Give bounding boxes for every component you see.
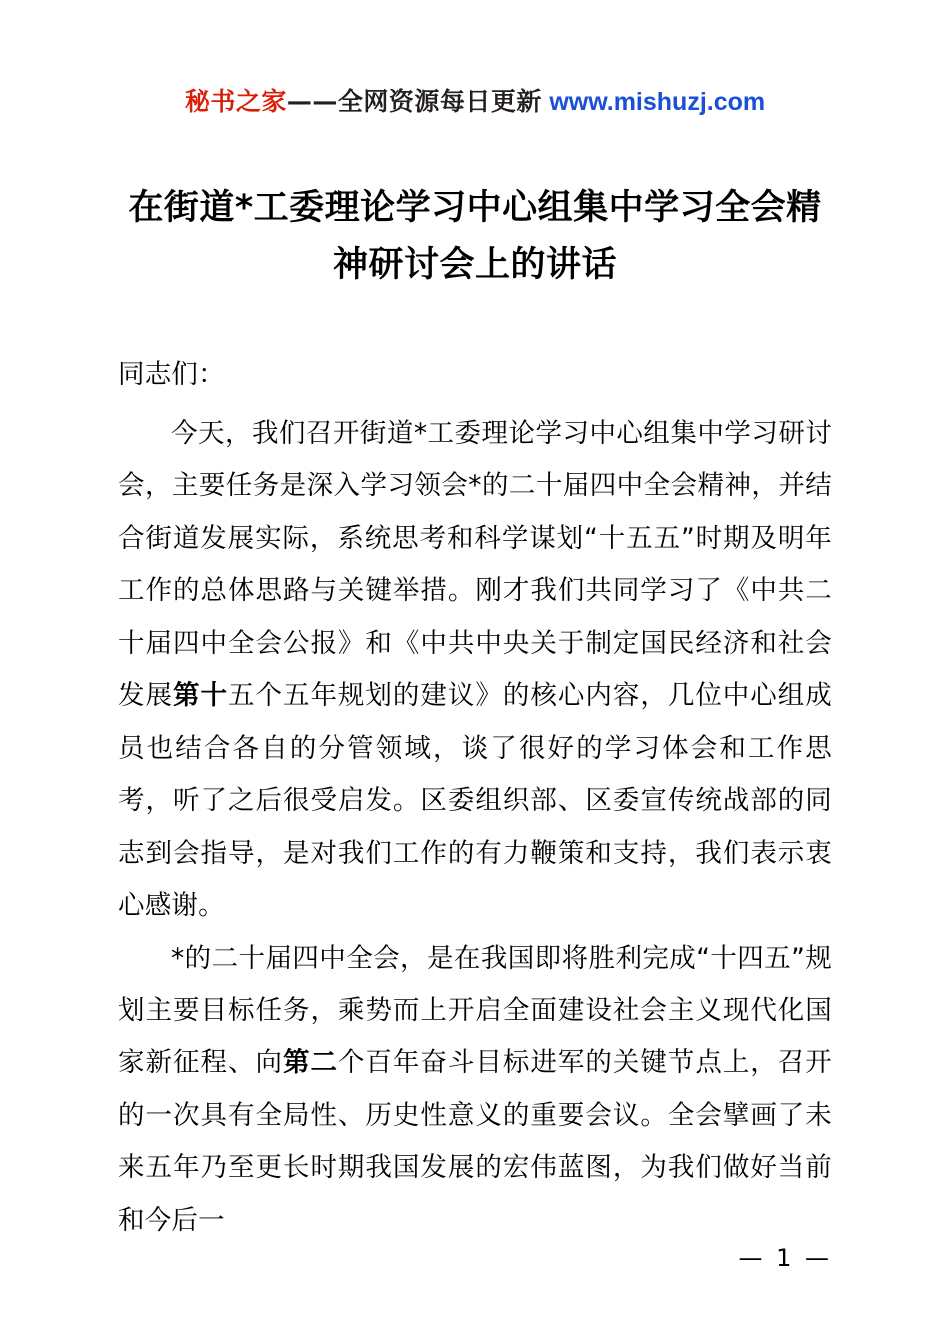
page-number: — 1 — [738,1244,832,1272]
salutation: 同志们： [118,359,225,391]
site-header [118,0,832,118]
document-body [118,349,832,1247]
emphasized-text: 第十 [172,680,228,712]
emphasized-text: 第二 [282,1047,338,1079]
paragraph-text: 今天，我们召开街道*工委理论学习中心组集中学习研讨会，主要任务是深入学习领会*的二十届四中全会精神，并结合街道发展实际，系统思考和科学谋划“十五五”时期及明年工作的总体思路与关键举措。刚才我们共同学习了《中共二十届四中全会公报》和《中共中央关于制定国民经济和社会发展 [118,417,832,712]
paragraph-2 [118,933,832,1248]
page-title: 在街道*工委理论学习中心组集中学习全会精神研讨会上的讲话 [128,188,822,285]
site-brand: 秘书之家 [184,87,287,116]
paragraph-1 [118,408,832,933]
paragraph-text: 五个五年规划的建议》的核心内容，几位中心组成员也结合各自的分管领域，谈了很好的学习体会和工作思考，听了之后很受启发。区委组织部、区委宣传统战部的同志到会指导，是对我们工作的有力鞭策和支持，我们表示衷心感谢。 [118,680,832,922]
paragraph-text: *的二十届四中全会，是在我国即将胜利完成“十四五”规划主要目标任务，乘势而上开启全面建设社会主义现代化国家新征程、向 [118,942,832,1079]
site-tagline: ——全网资源每日更新 [286,87,542,116]
paragraph-text: 个百年奋斗目标进军的关键节点上，召开的一次具有全局性、历史性意义的重要会议。全会擘画了未来五年乃至更长时期我国发展的宏伟蓝图，为我们做好当前和今后一 [118,1047,832,1236]
site-url[interactable]: www.mishuzj.com [549,88,766,116]
